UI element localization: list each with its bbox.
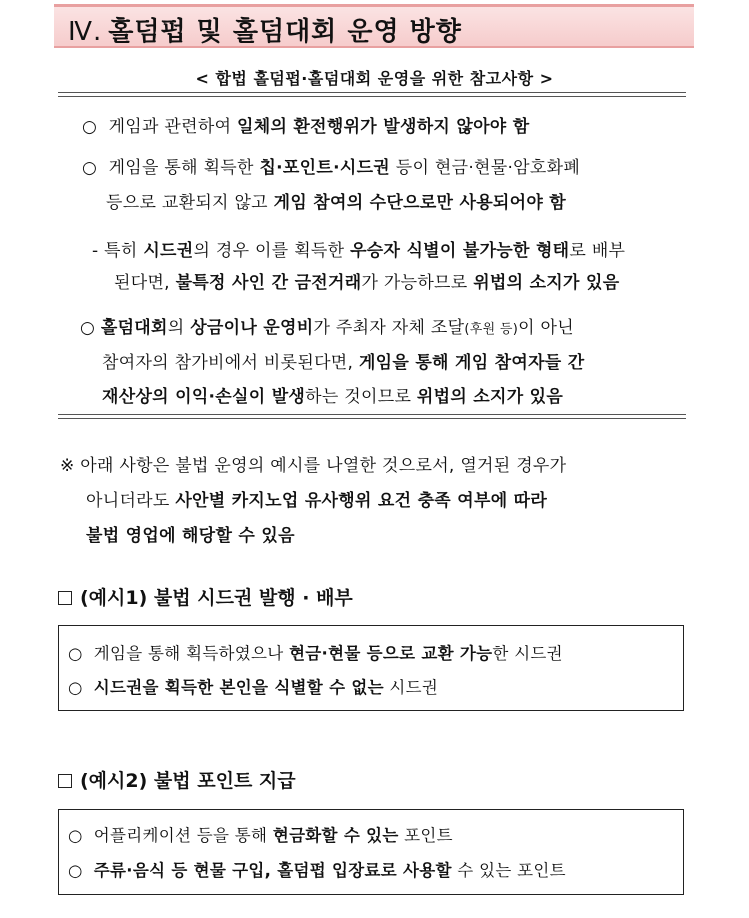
example-2-title: (예시2) 불법 포인트 지급 bbox=[80, 770, 296, 792]
text: 시드권 bbox=[383, 678, 439, 697]
text: 이 아닌 bbox=[518, 318, 574, 338]
text-bold: 시드권을 획득한 본인을 식별할 수 없는 bbox=[93, 678, 384, 697]
example-2-heading bbox=[58, 766, 296, 793]
bullet: ○ bbox=[82, 158, 98, 178]
text: 된다면, bbox=[114, 273, 176, 293]
bullet: ○ bbox=[68, 678, 83, 697]
text-bold: 상금이나 운영비 bbox=[190, 318, 314, 338]
bullet: ○ bbox=[68, 826, 83, 845]
text: 한 시드권 bbox=[492, 644, 563, 663]
guideline-2-line-2 bbox=[106, 188, 566, 213]
text: 참여자의 참가비에서 비롯된다면, bbox=[102, 353, 359, 373]
example-2-item-1 bbox=[68, 822, 453, 846]
text: 가 가능하므로 bbox=[361, 273, 474, 293]
text: 포인트 bbox=[398, 826, 453, 845]
example-2-item-2 bbox=[68, 857, 566, 881]
guideline-1 bbox=[82, 112, 529, 137]
text: 의 bbox=[167, 318, 191, 338]
text: 어플리케이션 등을 통해 bbox=[93, 826, 273, 845]
text: 아래 사항은 불법 운영의 예시를 나열한 것으로서, 열거된 경우가 bbox=[80, 456, 567, 476]
bullet: ○ bbox=[68, 644, 83, 663]
example-1-title: (예시1) 불법 시드권 발행 · 배부 bbox=[80, 587, 353, 609]
text-bold: 게임을 통해 게임 참여자들 간 bbox=[358, 353, 585, 373]
text-bold: 시드권 bbox=[143, 241, 194, 261]
text-bold: 칩·포인트·시드권 bbox=[259, 158, 391, 178]
guideline-4-line-2 bbox=[102, 348, 584, 373]
example-1-box bbox=[58, 625, 684, 711]
text: 가 주최자 자체 조달 bbox=[313, 318, 465, 338]
text: 로 배부 bbox=[569, 241, 626, 261]
example-1-heading bbox=[58, 583, 353, 610]
guideline-4-line-3 bbox=[102, 382, 563, 407]
guideline-3-line-1 bbox=[92, 236, 625, 261]
section-numeral: Ⅳ. bbox=[68, 17, 103, 47]
text-bold: 일체의 환전행위가 발생하지 않아야 함 bbox=[237, 117, 530, 137]
guideline-4-line-1 bbox=[80, 313, 574, 338]
text-bold: 주류·음식 등 현물 구입, 홀덤펍 입장료로 사용할 bbox=[93, 861, 452, 880]
guideline-2-line-1 bbox=[82, 153, 580, 178]
text: 특히 bbox=[104, 241, 144, 261]
text-bold: 위법의 소지가 있음 bbox=[416, 387, 564, 407]
bullet: ○ bbox=[82, 117, 98, 137]
text-bold: 재산상의 이익·손실이 발생 bbox=[102, 387, 306, 407]
note-line-1 bbox=[60, 451, 566, 476]
square-box-icon bbox=[58, 591, 72, 605]
text-bold: 불법 영업에 해당할 수 있음 bbox=[86, 526, 295, 546]
text: 게임을 통해 획득하였으나 bbox=[93, 644, 290, 663]
text: 게임을 통해 획득한 bbox=[108, 158, 260, 178]
text: 게임과 관련하여 bbox=[108, 117, 238, 137]
divider-bottom bbox=[58, 414, 686, 419]
divider-top bbox=[58, 92, 686, 97]
text: 아니더라도 bbox=[86, 491, 176, 511]
dash: - bbox=[92, 241, 99, 261]
text-bold: 게임 참여의 수단으로만 사용되어야 함 bbox=[273, 193, 567, 213]
section-title-bar bbox=[54, 4, 694, 48]
text: 등으로 교환되지 않고 bbox=[106, 193, 274, 213]
text: 수 있는 포인트 bbox=[451, 861, 566, 880]
note-line-2 bbox=[86, 486, 547, 511]
text-bold: 홀덤대회 bbox=[100, 318, 168, 338]
note-line-3 bbox=[86, 521, 295, 546]
text: 하는 것이므로 bbox=[305, 387, 417, 407]
text-bold: 현금화할 수 있는 bbox=[272, 826, 399, 845]
square-box-icon bbox=[58, 774, 72, 788]
bullet: ○ bbox=[68, 861, 83, 880]
section-title bbox=[68, 11, 462, 48]
example-1-item-1 bbox=[68, 640, 563, 664]
text-bold: 우승자 식별이 불가능한 형태 bbox=[350, 241, 570, 261]
reference-mark: ※ bbox=[60, 456, 75, 476]
example-1-item-2 bbox=[68, 674, 438, 698]
section-title-text: 홀덤펍 및 홀덤대회 운영 방향 bbox=[108, 17, 462, 47]
reference-subheading: < 합법 홀덤펍·홀덤대회 운영을 위한 참고사항 > bbox=[195, 69, 554, 88]
bullet: ○ bbox=[80, 318, 96, 338]
text-bold: 현금·현물 등으로 교환 가능 bbox=[289, 644, 493, 663]
text-bold: 불특정 사인 간 금전거래 bbox=[175, 273, 362, 293]
text-bold: 위법의 소지가 있음 bbox=[473, 273, 620, 293]
text: 등이 현금·현물·암호화폐 bbox=[390, 158, 581, 178]
text: 의 경우 이를 획득한 bbox=[193, 241, 351, 261]
text-small: (후원 등) bbox=[464, 322, 519, 337]
text-bold: 사안별 카지노업 유사행위 요건 충족 여부에 따라 bbox=[175, 491, 548, 511]
guideline-3-line-2 bbox=[114, 268, 619, 293]
